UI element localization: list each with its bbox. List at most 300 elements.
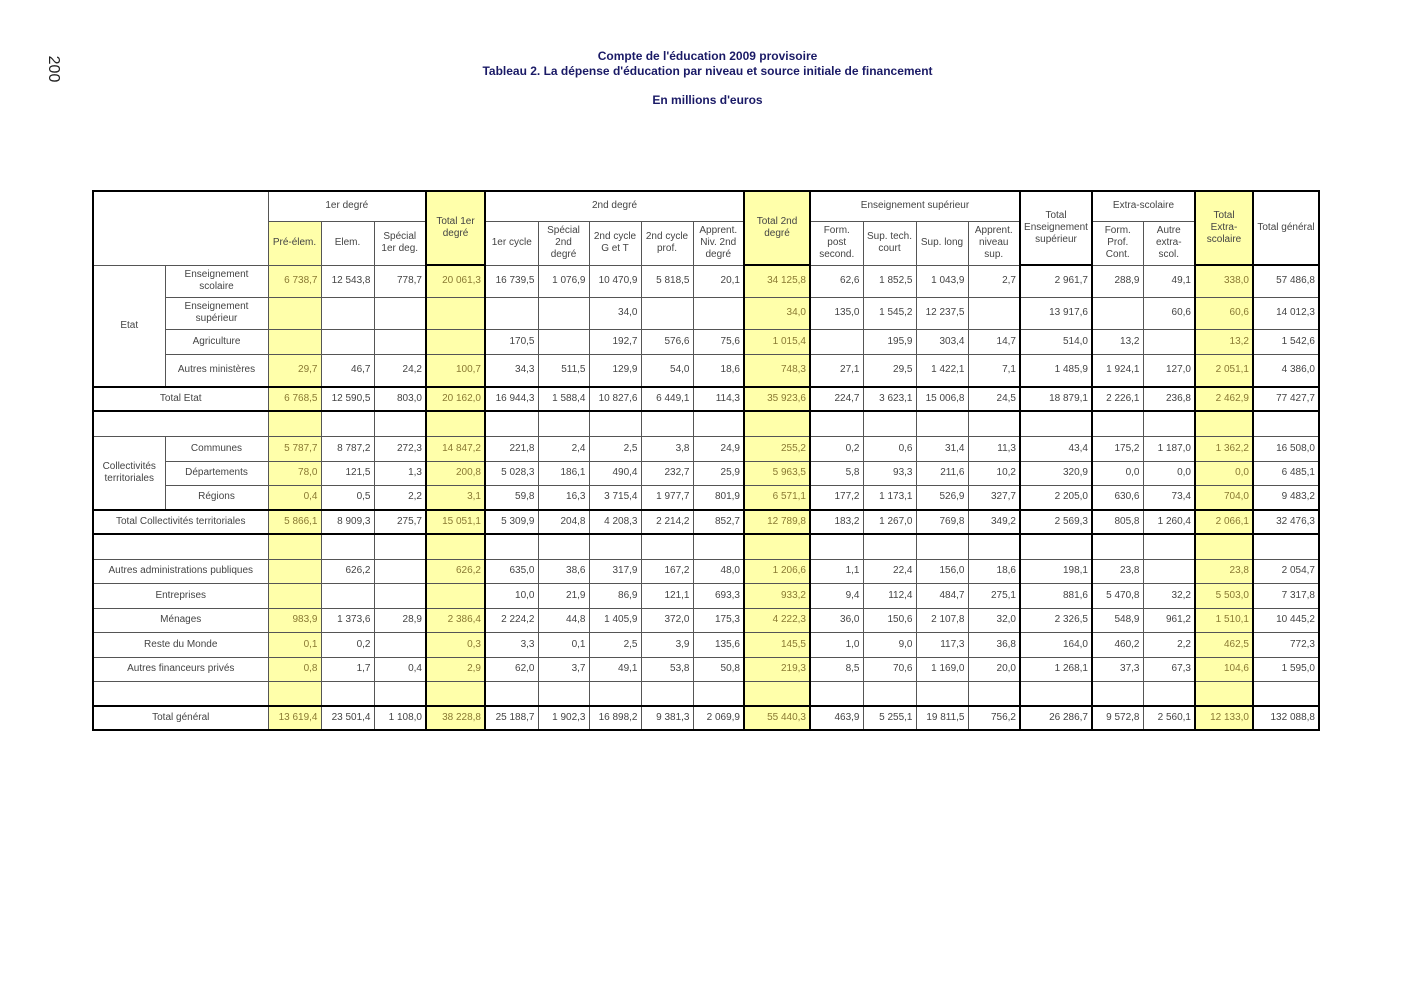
value-cell: 232,7	[641, 461, 693, 485]
value-cell: 18,6	[693, 354, 744, 387]
value-cell: 10 445,2	[1253, 608, 1319, 632]
value-cell: 62,0	[485, 657, 538, 681]
value-cell: 11,3	[968, 436, 1020, 461]
value-cell: 801,9	[693, 485, 744, 510]
value-cell: 320,9	[1020, 461, 1092, 485]
value-cell: 32 476,3	[1253, 510, 1319, 534]
value-cell	[641, 297, 693, 329]
value-cell: 156,0	[916, 559, 968, 583]
value-cell: 135,6	[693, 632, 744, 657]
value-cell: 2 051,1	[1195, 354, 1253, 387]
value-cell: 1 595,0	[1253, 657, 1319, 681]
value-cell	[374, 632, 426, 657]
value-cell: 57 486,8	[1253, 265, 1319, 297]
col-header: Spécial 1er deg.	[374, 221, 426, 265]
value-cell: 12 789,8	[744, 510, 810, 534]
value-cell: 0,1	[268, 632, 321, 657]
value-cell: 803,0	[374, 387, 426, 411]
value-cell: 38,6	[538, 559, 589, 583]
value-cell: 34,3	[485, 354, 538, 387]
value-cell: 55 440,3	[744, 706, 810, 730]
value-cell: 13,2	[1195, 329, 1253, 354]
group-enseignement-superieur: Enseignement supérieur	[810, 191, 1020, 221]
value-cell	[641, 681, 693, 706]
value-cell: 1 542,6	[1253, 329, 1319, 354]
value-cell: 255,2	[744, 436, 810, 461]
value-cell	[810, 534, 863, 559]
value-cell	[589, 534, 641, 559]
value-cell: 36,8	[968, 632, 1020, 657]
value-cell: 75,6	[693, 329, 744, 354]
value-cell: 100,7	[426, 354, 485, 387]
value-cell: 0,4	[374, 657, 426, 681]
row-label	[93, 411, 268, 436]
value-cell: 50,8	[693, 657, 744, 681]
value-cell	[426, 681, 485, 706]
value-cell: 37,3	[1092, 657, 1143, 681]
value-cell: 16 739,5	[485, 265, 538, 297]
value-cell: 2 462,9	[1195, 387, 1253, 411]
value-cell	[538, 534, 589, 559]
row-label	[93, 534, 268, 559]
value-cell: 8 909,3	[321, 510, 374, 534]
value-cell: 200,8	[426, 461, 485, 485]
value-cell: 6 571,1	[744, 485, 810, 510]
group-2nd-degre: 2nd degré	[485, 191, 744, 221]
value-cell: 0,8	[268, 657, 321, 681]
value-cell: 3,7	[538, 657, 589, 681]
value-cell: 10,0	[485, 583, 538, 608]
value-cell: 0,0	[1195, 461, 1253, 485]
value-cell: 626,2	[321, 559, 374, 583]
value-cell: 13 917,6	[1020, 297, 1092, 329]
value-cell: 548,9	[1092, 608, 1143, 632]
value-cell: 338,0	[1195, 265, 1253, 297]
col-header: Pré-élem.	[268, 221, 321, 265]
value-cell: 9 381,3	[641, 706, 693, 730]
value-cell: 1 373,6	[321, 608, 374, 632]
value-cell	[268, 411, 321, 436]
value-cell	[693, 534, 744, 559]
value-cell: 29,5	[863, 354, 916, 387]
value-cell	[374, 559, 426, 583]
value-cell	[426, 411, 485, 436]
value-cell: 462,5	[1195, 632, 1253, 657]
value-cell: 0,1	[538, 632, 589, 657]
value-cell: 327,7	[968, 485, 1020, 510]
group-header-row	[93, 191, 1319, 221]
units-note: En millions d'euros	[652, 93, 763, 107]
value-cell	[1143, 329, 1195, 354]
value-cell: 961,2	[1143, 608, 1195, 632]
value-cell	[538, 681, 589, 706]
value-cell: 167,2	[641, 559, 693, 583]
value-cell	[485, 681, 538, 706]
value-cell: 317,9	[589, 559, 641, 583]
value-cell: 18,6	[968, 559, 1020, 583]
value-cell	[538, 329, 589, 354]
value-cell	[374, 411, 426, 436]
value-cell: 5 028,3	[485, 461, 538, 485]
value-cell: 3,1	[426, 485, 485, 510]
value-cell: 31,4	[916, 436, 968, 461]
value-cell: 54,0	[641, 354, 693, 387]
value-cell: 881,6	[1020, 583, 1092, 608]
table-row	[93, 657, 1319, 681]
value-cell	[693, 681, 744, 706]
value-cell: 175,3	[693, 608, 744, 632]
value-cell: 526,9	[916, 485, 968, 510]
value-cell: 5 866,1	[268, 510, 321, 534]
value-cell: 2 205,0	[1020, 485, 1092, 510]
value-cell: 704,0	[1195, 485, 1253, 510]
total-row	[93, 706, 1319, 730]
value-cell: 1,3	[374, 461, 426, 485]
value-cell: 26 286,7	[1020, 706, 1092, 730]
value-cell: 2 961,7	[1020, 265, 1092, 297]
value-cell: 0,3	[426, 632, 485, 657]
header-corner	[93, 191, 268, 265]
column-header-row	[93, 221, 1319, 265]
value-cell: 170,5	[485, 329, 538, 354]
row-label: Total Collectivités territoriales	[93, 510, 268, 534]
value-cell: 3,8	[641, 436, 693, 461]
value-cell: 195,9	[863, 329, 916, 354]
value-cell: 1,7	[321, 657, 374, 681]
value-cell: 3,3	[485, 632, 538, 657]
value-cell: 114,3	[693, 387, 744, 411]
value-cell: 198,1	[1020, 559, 1092, 583]
value-cell: 12 237,5	[916, 297, 968, 329]
value-cell: 6 768,5	[268, 387, 321, 411]
value-cell: 1 510,1	[1195, 608, 1253, 632]
value-cell: 78,0	[268, 461, 321, 485]
value-cell	[321, 411, 374, 436]
value-cell: 20 162,0	[426, 387, 485, 411]
row-label: Agriculture	[165, 329, 268, 354]
value-cell: 0,4	[268, 485, 321, 510]
value-cell: 132 088,8	[1253, 706, 1319, 730]
value-cell: 2 386,4	[426, 608, 485, 632]
value-cell: 6 449,1	[641, 387, 693, 411]
value-cell	[374, 329, 426, 354]
value-cell: 2,2	[1143, 632, 1195, 657]
value-cell: 511,5	[538, 354, 589, 387]
col-header: Spécial 2nd degré	[538, 221, 589, 265]
value-cell: 73,4	[1143, 485, 1195, 510]
value-cell: 59,8	[485, 485, 538, 510]
value-cell: 62,6	[810, 265, 863, 297]
value-cell: 349,2	[968, 510, 1020, 534]
value-cell: 5 255,1	[863, 706, 916, 730]
value-cell: 12 543,8	[321, 265, 374, 297]
value-cell: 5 470,8	[1092, 583, 1143, 608]
value-cell: 4 208,3	[589, 510, 641, 534]
value-cell	[810, 411, 863, 436]
value-cell: 175,2	[1092, 436, 1143, 461]
value-cell: 1 169,0	[916, 657, 968, 681]
value-cell	[538, 411, 589, 436]
value-cell: 13 619,4	[268, 706, 321, 730]
value-cell	[374, 534, 426, 559]
value-cell: 3 623,1	[863, 387, 916, 411]
value-cell: 10 827,6	[589, 387, 641, 411]
col-header: Elem.	[321, 221, 374, 265]
value-cell	[916, 411, 968, 436]
value-cell: 86,9	[589, 583, 641, 608]
value-cell: 9 572,8	[1092, 706, 1143, 730]
value-cell	[1195, 681, 1253, 706]
col-header: 2nd cycle G et T	[589, 221, 641, 265]
value-cell: 2,4	[538, 436, 589, 461]
value-cell: 2,2	[374, 485, 426, 510]
value-cell	[968, 681, 1020, 706]
value-cell: 1 015,4	[744, 329, 810, 354]
value-cell: 635,0	[485, 559, 538, 583]
value-cell: 2 226,1	[1092, 387, 1143, 411]
value-cell: 983,9	[268, 608, 321, 632]
value-cell: 460,2	[1092, 632, 1143, 657]
value-cell: 22,4	[863, 559, 916, 583]
value-cell: 288,9	[1092, 265, 1143, 297]
value-cell: 1 545,2	[863, 297, 916, 329]
value-cell: 112,4	[863, 583, 916, 608]
value-cell: 221,8	[485, 436, 538, 461]
value-cell: 192,7	[589, 329, 641, 354]
value-cell: 1 187,0	[1143, 436, 1195, 461]
value-cell: 211,6	[916, 461, 968, 485]
value-cell: 48,0	[693, 559, 744, 583]
value-cell	[426, 583, 485, 608]
row-label: Régions	[165, 485, 268, 510]
value-cell: 16 898,2	[589, 706, 641, 730]
value-cell: 626,2	[426, 559, 485, 583]
value-cell	[744, 534, 810, 559]
value-cell	[1195, 411, 1253, 436]
value-cell: 0,2	[321, 632, 374, 657]
table-row	[93, 608, 1319, 632]
value-cell: 9 483,2	[1253, 485, 1319, 510]
value-cell: 4 222,3	[744, 608, 810, 632]
value-cell: 8 787,2	[321, 436, 374, 461]
value-cell: 23,8	[1092, 559, 1143, 583]
value-cell: 772,3	[1253, 632, 1319, 657]
value-cell: 16 508,0	[1253, 436, 1319, 461]
col-header: Autre extra-scol.	[1143, 221, 1195, 265]
value-cell: 2 054,7	[1253, 559, 1319, 583]
value-cell: 21,9	[538, 583, 589, 608]
value-cell: 43,4	[1020, 436, 1092, 461]
value-cell: 463,9	[810, 706, 863, 730]
value-cell: 36,0	[810, 608, 863, 632]
header-total-1er-degre: Total 1er degré	[426, 191, 485, 265]
page-number: 200	[45, 55, 62, 83]
value-cell: 1 108,0	[374, 706, 426, 730]
value-cell	[863, 534, 916, 559]
value-cell	[693, 297, 744, 329]
value-cell: 9,0	[863, 632, 916, 657]
value-cell	[268, 559, 321, 583]
value-cell: 24,2	[374, 354, 426, 387]
spacer-row	[93, 534, 1319, 559]
value-cell: 25,9	[693, 461, 744, 485]
value-cell: 28,9	[374, 608, 426, 632]
value-cell: 490,4	[589, 461, 641, 485]
table-row	[93, 485, 1319, 510]
value-cell: 0,6	[863, 436, 916, 461]
value-cell	[916, 681, 968, 706]
value-cell: 2 326,5	[1020, 608, 1092, 632]
value-cell: 13,2	[1092, 329, 1143, 354]
value-cell: 2 569,3	[1020, 510, 1092, 534]
value-cell: 5,8	[810, 461, 863, 485]
value-cell: 933,2	[744, 583, 810, 608]
row-label: Autres ministères	[165, 354, 268, 387]
value-cell	[268, 297, 321, 329]
value-cell: 1,1	[810, 559, 863, 583]
col-header: 1er cycle	[485, 221, 538, 265]
value-cell: 49,1	[589, 657, 641, 681]
value-cell: 117,3	[916, 632, 968, 657]
value-cell: 303,4	[916, 329, 968, 354]
spacer-row	[93, 411, 1319, 436]
value-cell	[268, 329, 321, 354]
value-cell: 805,8	[1092, 510, 1143, 534]
value-cell: 70,6	[863, 657, 916, 681]
group-extra-scolaire: Extra-scolaire	[1092, 191, 1195, 221]
value-cell: 29,7	[268, 354, 321, 387]
value-cell: 8,5	[810, 657, 863, 681]
value-cell: 0,2	[810, 436, 863, 461]
table-row	[93, 354, 1319, 387]
value-cell	[641, 534, 693, 559]
value-cell	[321, 681, 374, 706]
value-cell: 275,1	[968, 583, 1020, 608]
total-row	[93, 387, 1319, 411]
value-cell: 1 405,9	[589, 608, 641, 632]
value-cell: 93,3	[863, 461, 916, 485]
value-cell	[538, 297, 589, 329]
value-cell	[863, 411, 916, 436]
value-cell: 236,8	[1143, 387, 1195, 411]
value-cell: 32,2	[1143, 583, 1195, 608]
value-cell	[968, 411, 1020, 436]
value-cell: 20 061,3	[426, 265, 485, 297]
value-cell: 2 066,1	[1195, 510, 1253, 534]
value-cell: 9,4	[810, 583, 863, 608]
value-cell	[1195, 534, 1253, 559]
value-cell	[693, 411, 744, 436]
col-header: 2nd cycle prof.	[641, 221, 693, 265]
expenditure-table	[92, 190, 1320, 731]
value-cell: 1 485,9	[1020, 354, 1092, 387]
value-cell: 2 107,8	[916, 608, 968, 632]
value-cell: 372,0	[641, 608, 693, 632]
value-cell: 18 879,1	[1020, 387, 1092, 411]
value-cell: 1 852,5	[863, 265, 916, 297]
value-cell: 6 485,1	[1253, 461, 1319, 485]
value-cell: 1 260,4	[1143, 510, 1195, 534]
value-cell	[1143, 411, 1195, 436]
table-subtitle: Tableau 2. La dépense d'éducation par niveau et source initiale de financement	[482, 64, 933, 78]
value-cell: 44,8	[538, 608, 589, 632]
value-cell: 20,0	[968, 657, 1020, 681]
value-cell: 2 560,1	[1143, 706, 1195, 730]
value-cell	[1020, 681, 1092, 706]
value-cell: 1 267,0	[863, 510, 916, 534]
section-label-collectivites: Collectivités territoriales	[93, 436, 165, 510]
col-header: Form. post second.	[810, 221, 863, 265]
value-cell: 272,3	[374, 436, 426, 461]
value-cell: 27,1	[810, 354, 863, 387]
value-cell: 7 317,8	[1253, 583, 1319, 608]
value-cell: 24,9	[693, 436, 744, 461]
section-label-etat: Etat	[93, 265, 165, 387]
value-cell: 32,0	[968, 608, 1020, 632]
value-cell: 129,9	[589, 354, 641, 387]
value-cell: 1 362,2	[1195, 436, 1253, 461]
value-cell: 2,5	[589, 632, 641, 657]
value-cell: 2,7	[968, 265, 1020, 297]
table-row	[93, 297, 1319, 329]
row-label: Entreprises	[93, 583, 268, 608]
value-cell	[485, 297, 538, 329]
value-cell: 1 043,9	[916, 265, 968, 297]
value-cell: 2,9	[426, 657, 485, 681]
value-cell: 852,7	[693, 510, 744, 534]
value-cell: 0,0	[1092, 461, 1143, 485]
value-cell: 14 012,3	[1253, 297, 1319, 329]
value-cell: 1 588,4	[538, 387, 589, 411]
value-cell: 778,7	[374, 265, 426, 297]
value-cell: 34 125,8	[744, 265, 810, 297]
value-cell	[321, 534, 374, 559]
value-cell	[863, 681, 916, 706]
value-cell: 1,0	[810, 632, 863, 657]
value-cell: 49,1	[1143, 265, 1195, 297]
value-cell: 5 503,0	[1195, 583, 1253, 608]
value-cell	[968, 534, 1020, 559]
value-cell: 0,5	[321, 485, 374, 510]
header-total-2nd-degre: Total 2nd degré	[744, 191, 810, 265]
document-title: Compte de l'éducation 2009 provisoire	[597, 49, 818, 63]
value-cell: 121,1	[641, 583, 693, 608]
value-cell: 53,8	[641, 657, 693, 681]
value-cell	[641, 411, 693, 436]
row-label: Reste du Monde	[93, 632, 268, 657]
row-label: Départements	[165, 461, 268, 485]
value-cell: 748,3	[744, 354, 810, 387]
value-cell: 1 902,3	[538, 706, 589, 730]
group-1er-degre: 1er degré	[268, 191, 426, 221]
header-total-general: Total général	[1253, 191, 1319, 265]
row-label: Autres financeurs privés	[93, 657, 268, 681]
value-cell	[374, 583, 426, 608]
value-cell: 20,1	[693, 265, 744, 297]
value-cell: 5 818,5	[641, 265, 693, 297]
value-cell: 186,1	[538, 461, 589, 485]
table-row	[93, 436, 1319, 461]
value-cell	[1253, 411, 1319, 436]
value-cell	[1092, 681, 1143, 706]
value-cell: 19 811,5	[916, 706, 968, 730]
row-label: Total Etat	[93, 387, 268, 411]
value-cell: 2 069,9	[693, 706, 744, 730]
value-cell: 10,2	[968, 461, 1020, 485]
value-cell: 5 787,7	[268, 436, 321, 461]
value-cell: 35 923,6	[744, 387, 810, 411]
value-cell	[1092, 534, 1143, 559]
